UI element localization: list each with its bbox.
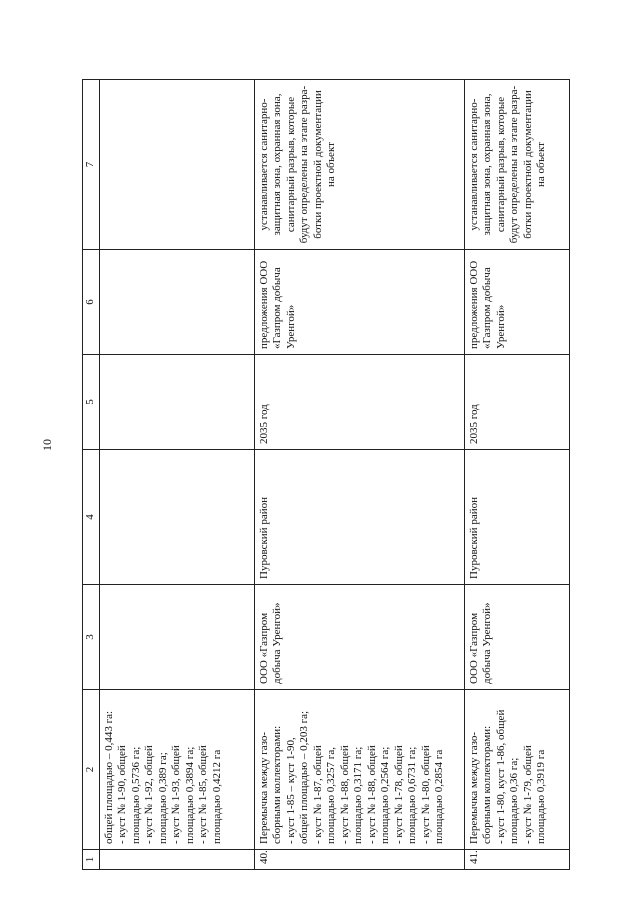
objects-table [82,79,570,870]
header-col-6: 6 [83,250,100,355]
row-district [99,450,254,585]
description-line: площадью 0,36 га; [508,757,520,844]
header-col-3: 3 [83,585,100,690]
description-line: Перемычка между газо- [467,731,480,844]
description-line: - куст № 1-93, общей [170,745,182,844]
description-line: - куст № 1-88, общей [365,745,378,844]
row-source: предложения ООО «Газпром добыча Уренгой» [254,250,464,355]
row-description [99,690,254,850]
row-number [99,850,254,870]
row-description [464,690,569,850]
description-line: - куст № 1-85, общей [197,745,209,844]
description-line: - куст № 1-92, общей [143,745,155,844]
description-line: площадью 0,4212 га [210,749,223,844]
description-line: площадью 0,6731 га; [406,746,418,844]
table-row [464,80,569,870]
row-organization [99,585,254,690]
description-line: - куст № 1-90, общей [116,745,128,844]
description-line: Перемычка между газо- [257,731,270,844]
row-organization: ООО «Газпром добыча Уренгой» [464,585,569,690]
description-line: сборными коллекторами: [481,725,493,844]
row-description [254,690,464,850]
row-year: 2035 год [464,355,569,450]
description-line: - куст 1-85 – куст 1-90, [284,737,297,844]
table-row [99,80,254,870]
row-note: устанавливается санитарно-защитная зона, охранная зона, санитарный разрыв, которые будут определены на этапе разра-ботки проектной документации на объект [254,80,464,250]
row-organization: ООО «Газпром добыча Уренгой» [254,585,464,690]
description-line: - куст № 1-78, общей [392,745,405,844]
row-district: Пуровский район [464,450,569,585]
description-line: общей площадью – 0,443 га: [102,710,115,844]
description-line: - куст № 1-88, общей [338,745,351,844]
description-line: - куст 1-80, куст 1-86, общей [494,709,507,844]
description-line: площадью 0,3171 га; [352,746,364,844]
header-col-2: 2 [83,690,100,850]
row-year [99,355,254,450]
row-number: 40. [254,850,464,870]
row-district: Пуровский район [254,450,464,585]
description-line: - куст № 1-79, общей [521,745,534,844]
header-col-7: 7 [83,80,100,250]
row-number: 41. [464,850,569,870]
row-note [99,80,254,250]
description-line: площадью 0,5736 га; [129,746,142,844]
description-line: площадью 0,389 га; [156,752,169,844]
description-line: площадью 0,3894 га; [183,746,196,844]
header-row [83,80,100,870]
rotated-table-frame [82,80,562,870]
description-line: - куст № 1-87, общей [311,745,324,844]
row-note: устанавливается санитарно-защитная зона, охранная зона, санитарный разрыв, которые будут определены на этапе разра-ботки проектной документации на объект [464,80,569,250]
description-line: сборными коллекторами: [271,725,283,844]
description-line: площадью 0,3257 га, [325,747,337,844]
row-year: 2035 год [254,355,464,450]
header-col-4: 4 [83,450,100,585]
description-line: площадью 0,2564 га; [379,746,391,844]
table-row [254,80,464,870]
description-line: - куст № 1-80, общей [419,745,432,844]
page-number: 10 [40,439,54,451]
row-source: предложения ООО «Газпром добыча Уренгой» [464,250,569,355]
header-col-1: 1 [83,850,100,870]
header-col-5: 5 [83,355,100,450]
description-line: площадью 0,3919 га [535,749,547,844]
description-line: площадью 0,2854 га [433,749,445,844]
row-source [99,250,254,355]
description-line: общей площадью – 0,203 га; [298,710,310,844]
